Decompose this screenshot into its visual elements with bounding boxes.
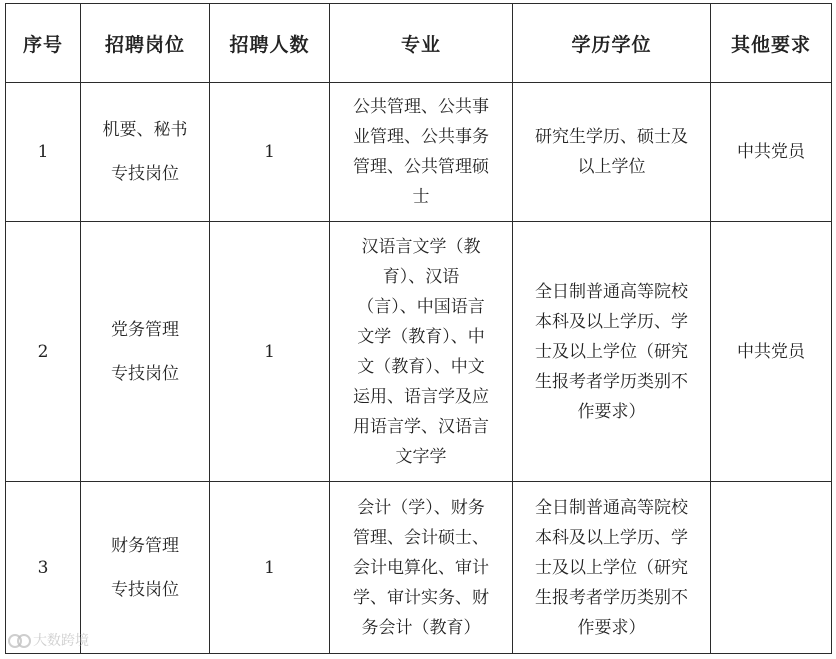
cell-other (711, 482, 832, 654)
cell-degree: 全日制普通高等院校 本科及以上学历、学 士及以上学位（研究 生报考者学历类别不 作要求） (513, 482, 711, 654)
cell-other: 中共党员 (711, 222, 832, 482)
cell-count: 1 (210, 482, 330, 654)
cell-post: 机要、秘书 专技岗位 (81, 83, 210, 222)
cell-degree: 全日制普通高等院校 本科及以上学历、学 士及以上学位（研究 生报考者学历类别不 作要求） (513, 222, 711, 482)
header-index: 序号 (6, 4, 81, 83)
cell-index: 2 (6, 222, 81, 482)
recruitment-table (5, 3, 832, 654)
cell-post: 财务管理 专技岗位 (81, 482, 210, 654)
header-degree: 学历学位 (513, 4, 711, 83)
cell-count: 1 (210, 222, 330, 482)
cell-major: 会计（学）、财务 管理、会计硕士、 会计电算化、审计 学、审计实务、财 务会计（教育） (330, 482, 513, 654)
table-row (6, 222, 832, 482)
header-other: 其他要求 (711, 4, 832, 83)
cell-degree: 研究生学历、硕士及 以上学位 (513, 83, 711, 222)
table-row (6, 482, 832, 654)
header-major: 专业 (330, 4, 513, 83)
cell-major: 汉语言文学（教 育）、汉语 （言）、中国语言 文学（教育）、中 文（教育）、中文 运用、语言学及应 用语言学、汉语言 文字学 (330, 222, 513, 482)
logo-icon (8, 632, 30, 648)
table-header-row (6, 4, 832, 83)
cell-major: 公共管理、公共事 业管理、公共事务 管理、公共管理硕 士 (330, 83, 513, 222)
table-row (6, 83, 832, 222)
header-post: 招聘岗位 (81, 4, 210, 83)
cell-post: 党务管理 专技岗位 (81, 222, 210, 482)
watermark-text: 大数跨境 (33, 633, 89, 649)
cell-index: 1 (6, 83, 81, 222)
cell-index: 3 (6, 482, 81, 654)
cell-other: 中共党员 (711, 83, 832, 222)
header-count: 招聘人数 (210, 4, 330, 83)
watermark (8, 630, 89, 650)
cell-count: 1 (210, 83, 330, 222)
